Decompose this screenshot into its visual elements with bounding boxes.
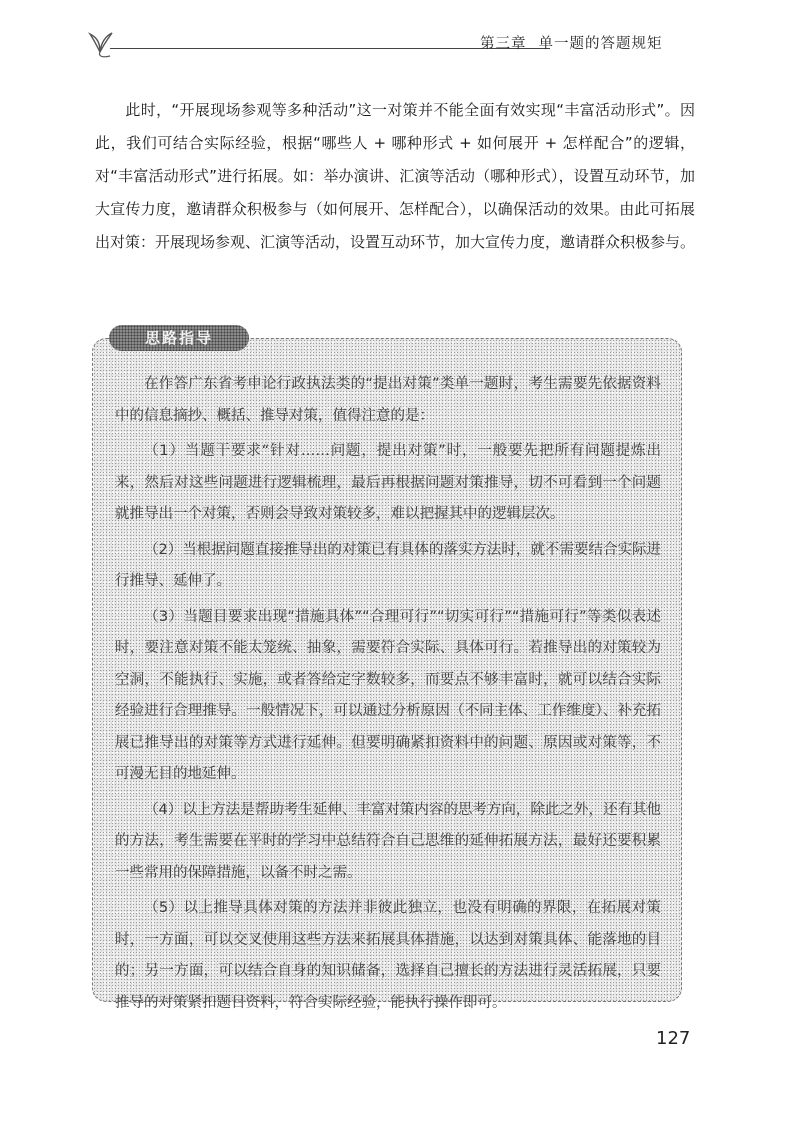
tips-paragraph: （4）以上方法是帮助考生延伸、丰富对策内容的思考方向，除此之外，还有其他的方法，考生需要在平时的学习中总结符合自己思维的延伸拓展方法，最好还要积累一些常用的保障措施，以备不时之需。 (115, 801, 661, 881)
tips-box-title: 思路指导 (109, 325, 249, 351)
tips-paragraph: 在作答广东省考申论行政执法类的“提出对策”类单一题时，考生需要先依据资料中的信息摘抄、概括、推导对策，值得注意的是： (115, 376, 661, 424)
chapter-heading (480, 32, 675, 53)
body-paragraph (95, 94, 695, 259)
chapter-number: 第三章 (480, 36, 527, 52)
body-paragraph-text: 此时，“开展现场参观等多种活动”这一对策并不能全面有效实现“丰富活动形式”。因此，我们可结合实际经验，根据“哪些人 + 哪种形式 + 如何展开 + 怎样配合”的逻辑，对“丰富活动形式”进行拓展。如：举办演讲、汇演等活动（哪种形式），设置互动环节，加大宣传力度，邀请群众积极参与（如何展开、怎样配合），以确保活动的效果。由此可拓展出对策：开展现场参观、汇演等活动，设置互动环节，加大宣传力度，邀请群众积极参与。 (95, 101, 696, 251)
tips-paragraph: （1）当题干要求“针对……问题，提出对策”时，一般要先把所有问题提炼出来，然后对这些问题进行逻辑梳理，最后再根据问题对策推导，切不可看到一个问题就推导出一个对策，否则会导致对策较多，难以把握其中的逻辑层次。 (115, 443, 661, 522)
chapter-title: 单一题的答题规矩 (538, 36, 663, 52)
sprout-icon (80, 22, 120, 62)
tips-paragraph: （2）当根据问题直接推导出的对策已有具体的落实方法时，就不需要结合实际进行推导、延伸了。 (115, 541, 661, 589)
tips-paragraph: （5）以上推导具体对策的方法并非彼此独立，也没有明确的界限，在拓展对策时，一方面，可以交叉使用这些方法来拓展具体措施，以达到对策具体、能落地的目的；另一方面，可以结合自身的知识储备，选择自己擅长的方法进行灵活拓展，只要推导的对策紧扣题目资料，符合实际经验，能执行操作即可。 (115, 900, 661, 1011)
page-number: 127 (656, 1028, 691, 1049)
page-header (80, 22, 700, 62)
tips-paragraph: （3）当题目要求出现“措施具体”“合理可行”“切实可行”“措施可行”等类似表述时，要注意对策不能太笼统、抽象，需要符合实际、具体可行。若推导出的对策较为空洞，不能执行、实施，或者答给定字数较多，而要点不够丰富时，就可以结合实际经验进行合理推导。一般情况下，可以通过分析原因（不同主体、工作维度）、补充拓展已推导出的对策等方式进行延伸。但要明确紧扣资料中的问题、原因或对策等，不可漫无目的地延伸。 (115, 608, 661, 782)
tips-box (92, 329, 682, 1011)
tips-box-content (115, 369, 661, 1023)
